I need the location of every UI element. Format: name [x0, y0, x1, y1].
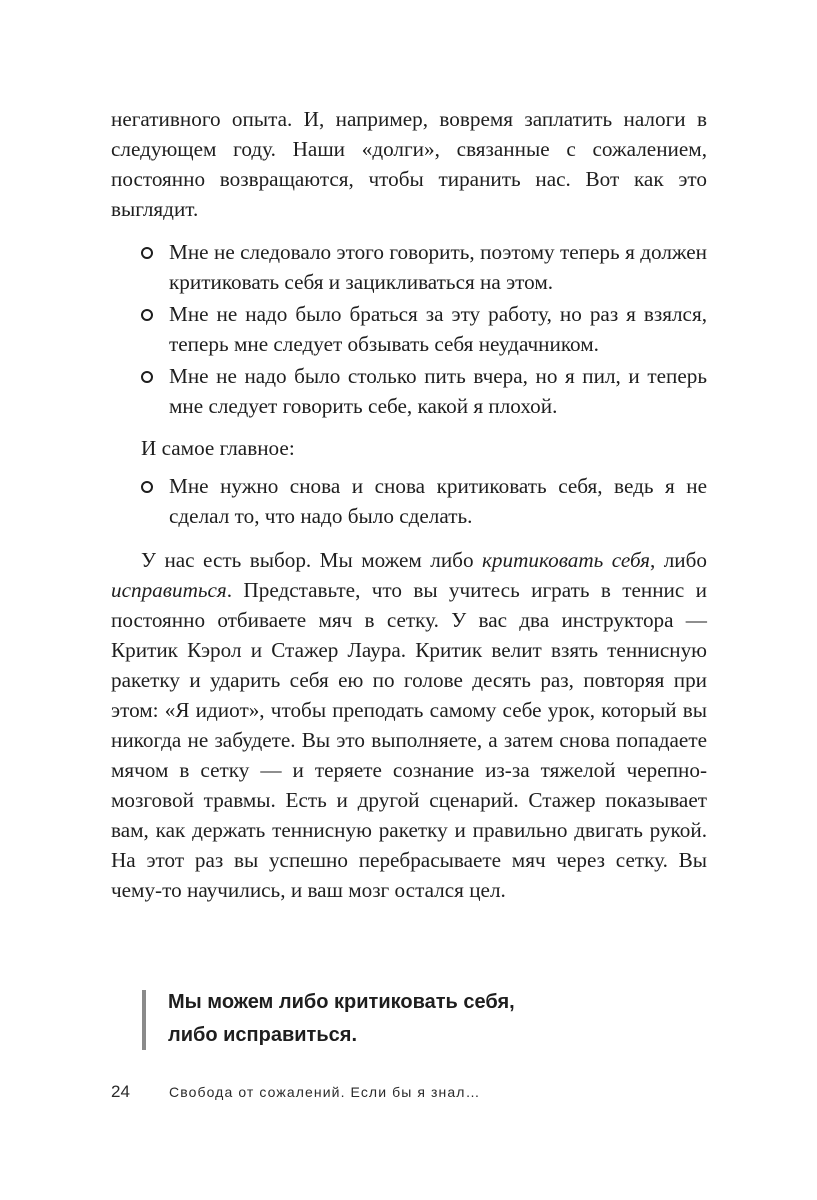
emphasis-criticize: критиковать себя: [482, 548, 650, 572]
lead-in-text: И самое главное:: [141, 436, 295, 460]
pull-quote: [142, 986, 688, 1052]
list-item-text: Мне не надо было браться за эту работу, но раз я взялся, теперь мне следует обзывать себя неудачником.: [169, 302, 707, 356]
page-footer: [111, 1082, 707, 1102]
list-item-text: Мне не надо было столько пить вчера, но я пил, и теперь мне следует говорить себе, какой я плохой.: [169, 364, 707, 418]
quote-bar: [142, 990, 146, 1050]
main-text-part: У нас есть выбор. Мы можем либо: [141, 548, 483, 572]
main-text-part: , либо: [649, 548, 707, 572]
intro-paragraph: негативного опыта. И, например, вовремя заплатить налоги в следующем году. Наши «долги», связанные с сожалением, постоянно возвращаются, чтобы тиранить нас. Вот как это выглядит.: [111, 107, 707, 221]
list-item: [111, 237, 707, 297]
list-item-text: Мне не следовало этого говорить, поэтому теперь я должен критиковать себя и зацикливаться на этом.: [169, 240, 707, 294]
list-item: [111, 471, 707, 531]
circle-bullet-icon: [141, 247, 153, 259]
main-paragraph: [111, 545, 707, 905]
page-number: 24: [111, 1082, 130, 1101]
pull-quote-line: Мы можем либо критиковать себя,: [168, 991, 515, 1013]
circle-bullet-icon: [141, 371, 153, 383]
main-regret-list: [111, 471, 707, 531]
emphasis-correct: исправиться: [111, 578, 227, 602]
running-title: Свобода от сожалений. Если бы я знал…: [169, 1084, 481, 1100]
circle-bullet-icon: [141, 309, 153, 321]
list-item: [111, 361, 707, 421]
regret-list: [111, 237, 707, 421]
list-item: [111, 299, 707, 359]
page-body: [111, 104, 707, 905]
list-item-text: Мне нужно снова и снова критиковать себя, ведь я не сделал то, что надо было сделать.: [169, 474, 707, 528]
main-text-part: . Представьте, что вы учитесь играть в теннис и постоянно отбиваете мяч в сетку. У вас два инструктора — Критик Кэрол и Стажер Лаура. Критик велит взять теннисную ракетку и ударить себя ею по голове десять раз, повторяя при этом: «Я идиот», чтобы преподать самому себе урок, который вы никогда не забудете. Вы это выполняете, а затем снова попадаете мячом в сетку — и теряете сознание из-за тяжелой черепно-мозговой травмы. Есть и другой сценарий. Стажер показывает вам, как держать теннисную ракетку и правильно двигать рукой. На этот раз вы успешно перебрасываете мяч через сетку. Вы чему-то научились, и ваш мозг остался цел.: [111, 578, 707, 902]
circle-bullet-icon: [141, 481, 153, 493]
pull-quote-line: либо исправиться.: [168, 1024, 357, 1046]
